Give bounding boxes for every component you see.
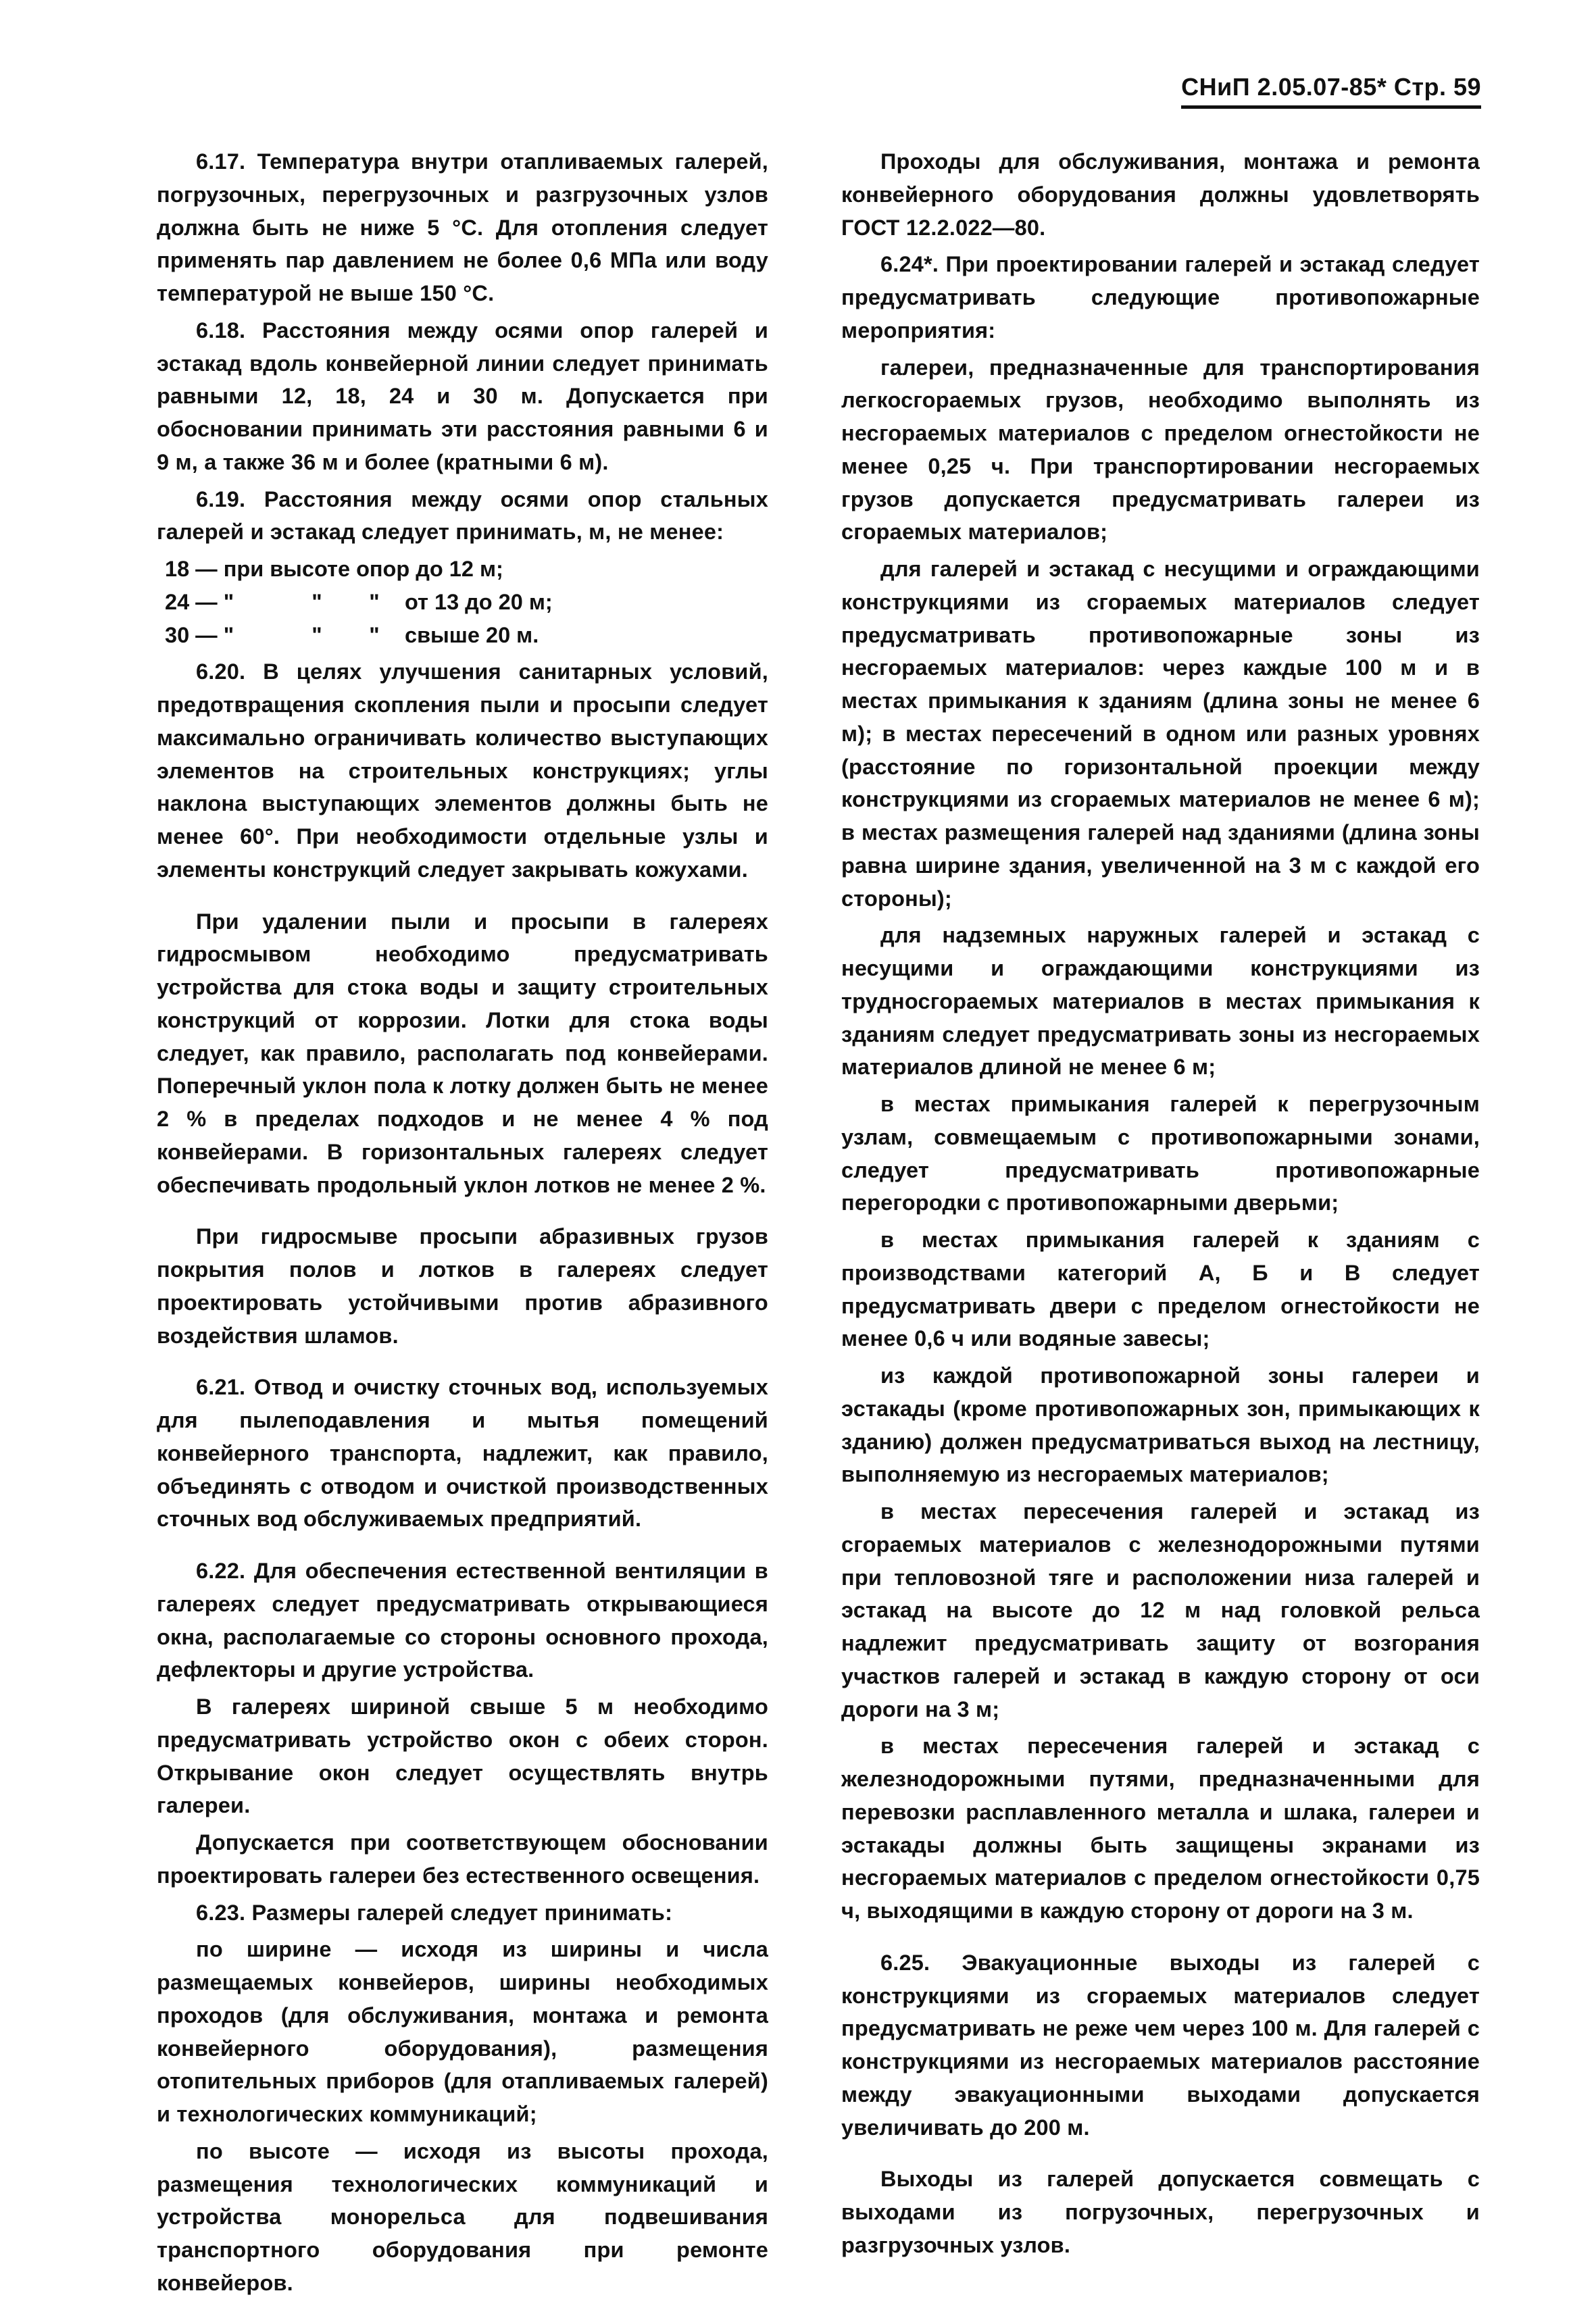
clause-text: Расстояния между осями опор галерей и эстакад вдоль конвейерной линии следует принимать равными 12, 18, 24 и 30 м. Допускается при обосновании принимать эти расстояния равными 6 и 9 м, а также 36 м и более (кратными 6 м). (157, 318, 768, 474)
clause-text: Температура внутри отапливаемых галерей, погрузочных, перегрузочных и разгрузочных узлов должна быть не ниже 5 °С. Для отопления следует применять пар давлением не более 0,6 МПа или воду температурой не выше 150 °С. (157, 149, 769, 305)
right-column (841, 145, 1480, 2281)
paragraph-6-22 (157, 1555, 768, 1686)
list-item (157, 586, 768, 619)
paragraph-6-24-g: в местах пересечения галерей и эстакад из сгораемых материалов с железнодорожными путями при тепловозной тяге и расположении низа галерей и эстакад на высоте до 12 м над головкой рельса надлежит предусматривать защиту от возгорания участков галерей и эстакад в каждую сторону от оси дороги на 3 м; (841, 1499, 1480, 1721)
paragraph-exits: Выходы из галерей допускается совмещать с выходами из погрузочных, перегрузочных и разгрузочных узлов. (841, 2167, 1480, 2257)
paragraph-6-17 (157, 145, 768, 310)
paragraph-6-24-c: для надземных наружных галерей и эстакад с несущими и ограждающими конструкциями из трудносгораемых материалов в местах примыкания к зданиям следует предусматривать зоны из несгораемых материалов длиной не менее 6 м; (841, 923, 1480, 1080)
paragraph-6-24-f: из каждой противопожарной зоны галереи и эстакады (кроме противопожарных зон, примыкающих к зданию) должен предусматриваться выход на лестницу, выполняемую из несгораемых материалов; (841, 1363, 1480, 1487)
list-item-number: 30 — " (165, 622, 234, 647)
list-item-text: 18 — при высоте опор до 12 м; (165, 557, 503, 581)
ditto-mark: " (369, 589, 380, 614)
paragraph-6-23 (157, 1896, 768, 1930)
clause-number: 6.17. (196, 149, 246, 174)
list-item (157, 553, 768, 586)
paragraph-6-21 (157, 1371, 768, 1536)
clause-number: 6.22. (196, 1559, 246, 1583)
paragraph-6-20-b: При удалении пыли и просыпи в галереях гидросмывом необходимо предусматривать устройства для стока воды и защиту строительных конструкций от коррозии. Лотки для стока воды следует, как правило, располагать под конвейерами. Поперечный уклон пола к лотку должен быть не менее 2 % в пределах подходов и не менее 4 % под конвейерами. В горизонтальных галереях следует обеспечивать продольный уклон лотков не менее 2 %. (157, 909, 768, 1197)
clause-text: Размеры галерей следует принимать: (251, 1900, 673, 1925)
paragraph-6-18 (157, 314, 768, 479)
paragraph-6-20-c: При гидросмыве просыпи абразивных грузов покрытия полов и лотков в галереях следует проектировать устойчивыми против абразивного воздействия шламов. (157, 1224, 768, 1348)
clause-text: В целях улучшения санитарных условий, предотвращения скопления пыли и просыпи следует максимально ограничивать количество выступающих элементов на строительных конструкциях; углы наклона выступающих элементов должны быть не менее 60°. При необходимости отдельные узлы и элементы конструкций следует закрывать кожухами. (157, 659, 768, 882)
left-column (157, 145, 768, 2304)
clause-text: Для обеспечения естественной вентиляции в галереях следует предусматривать открывающиеся окна, располагаемые со стороны основного прохода, дефлекторы и другие устройства. (157, 1559, 768, 1682)
clause-number: 6.24*. (880, 252, 939, 277)
list-item-range: свыше 20 м. (405, 622, 539, 647)
paragraph-6-20 (157, 655, 768, 886)
paragraph-6-24-a: галереи, предназначенные для транспортирования легкосгораемых грузов, необходимо выполнять из несгораемых материалов с пределом огнестойкости не менее 0,25 ч. При транспортировании несгораемых грузов допускается предусматривать галереи из сгораемых материалов; (841, 355, 1480, 545)
paragraph-6-22-b: В галереях шириной свыше 5 м необходимо предусматривать устройство окон с обеих сторон. Открывание окон следует осуществлять внутрь галереи. (157, 1694, 768, 1818)
ditto-mark: " (369, 622, 380, 647)
clause-text: При проектировании галерей и эстакад следует предусматривать следующие противопожарные мероприятия: (841, 252, 1480, 343)
list-item-range: от 13 до 20 м; (405, 589, 553, 614)
clause-number: 6.25. (880, 1950, 930, 1975)
clause-number: 6.18. (196, 318, 246, 343)
paragraph-6-22-c: Допускается при соответствующем обосновании проектировать галереи без естественного освещения. (157, 1830, 768, 1888)
page-header: СНиП 2.05.07-85* Стр. 59 (1181, 73, 1481, 109)
clause-text: Эвакуационные выходы из галерей с конструкциями из сгораемых материалов следует предусматривать не реже чем через 100 м. Для галерей с конструкциями из несгораемых материалов расстояние между эвакуационными выходами допускается увеличивать до 200 м. (841, 1950, 1480, 2140)
clause-number: 6.19. (196, 486, 246, 511)
clause-number: 6.23. (196, 1900, 246, 1925)
ditto-mark: " (311, 589, 322, 614)
paragraph-6-23-a: по ширине — исходя из ширины и числа размещаемых конвейеров, ширины необходимых проходов (для обслуживания, монтажа и ремонта конвейерного оборудования), размещения отопительных приборов (для отапливаемых галерей) и технологических коммуникаций; (157, 1937, 768, 2126)
paragraph-passages: Проходы для обслуживания, монтажа и ремонта конвейерного оборудования должны удовлетворять ГОСТ 12.2.022—80. (841, 149, 1480, 240)
clause-text: Отвод и очистку сточных вод, используемых для пылеподавления и мытья помещений конвейерного транспорта, надлежит, как правило, объединять с отводом и очисткой производственных сточных вод обслуживаемых предприятий. (157, 1375, 768, 1532)
clause-number: 6.21. (196, 1375, 246, 1400)
paragraph-6-24-b: для галерей и эстакад с несущими и ограждающими конструкциями из сгораемых материалов следует предусматривать противопожарные зоны из несгораемых материалов: через каждые 100 м и в местах примыкания к зданиям (длина зоны не менее 6 м); в местах пересечений в одном или разных уровнях (расстояние по горизонтальной проекции между конструкциями из сгораемых материалов не менее 6 м); в местах размещения галерей над зданиями (длина зоны равна ширине здания, увеличенной на 3 м с каждой его стороны); (841, 557, 1480, 911)
list-item (157, 619, 768, 652)
clause-number: 6.20. (196, 659, 246, 684)
clause-text: Расстояния между осями опор стальных галерей и эстакад следует принимать, м, не менее: (157, 486, 768, 545)
paragraph-6-19 (157, 483, 768, 549)
paragraph-6-25 (841, 1946, 1480, 2144)
paragraph-6-24-h: в местах пересечения галерей и эстакад с железнодорожными путями, предназначенными для перевозки расплавленного металла и шлака, галереи и эстакады должны быть защищены экранами из несгораемых материалов с пределом огнестойкости 0,75 ч, выходящими в каждую сторону от дороги на 3 м. (841, 1734, 1480, 1923)
paragraph-6-24-e: в местах примыкания галерей к зданиям с производствами категорий А, Б и В следует предусматривать двери с пределом огнестойкости не менее 0,6 ч или водяные завесы; (841, 1228, 1480, 1351)
list-item-number: 24 — " (165, 589, 234, 614)
paragraph-6-24 (841, 248, 1480, 347)
paragraph-6-24-d: в местах примыкания галерей к перегрузочным узлам, совмещаемым с противопожарными зонами, следует предусматривать противопожарные перегородки с противопожарными дверьми; (841, 1092, 1480, 1215)
paragraph-6-23-b: по высоте — исходя из высоты прохода, размещения технологических коммуникаций и устройства монорельса для подвешивания транспортного оборудования при ремонте конвейеров. (157, 2138, 768, 2295)
ditto-mark: " (311, 622, 322, 647)
